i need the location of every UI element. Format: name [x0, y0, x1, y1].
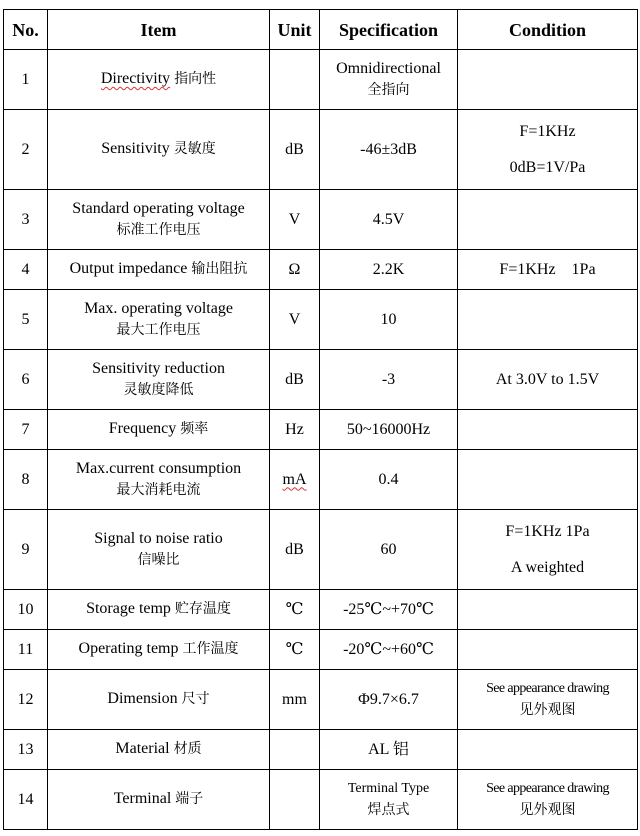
spec-cell: 2.2K	[320, 250, 458, 290]
item-cell	[48, 730, 270, 770]
table-row	[4, 670, 638, 730]
condition-cell	[458, 590, 638, 630]
condition-cell	[458, 190, 638, 250]
unit-cell: ℃	[270, 630, 320, 670]
item-cell	[48, 630, 270, 670]
condition-line: A weighted	[510, 558, 585, 576]
table-row	[4, 630, 638, 670]
table-row	[4, 410, 638, 450]
condition-cell	[458, 410, 638, 450]
row-no: 6	[4, 350, 48, 410]
item-zh: 频率	[180, 422, 209, 437]
item-zh: 灵敏度降低	[123, 382, 194, 398]
table-row	[4, 730, 638, 770]
spec-cell: -25℃~+70℃	[320, 590, 458, 630]
item-cell	[48, 770, 270, 830]
row-no: 1	[4, 50, 48, 110]
unit-cell	[270, 770, 320, 830]
unit-cell: dB	[270, 350, 320, 410]
item-zh: 最大消耗电流	[116, 482, 201, 498]
row-no: 14	[4, 770, 48, 830]
unit-cell: Ω	[270, 250, 320, 290]
spec-cell: 60	[320, 510, 458, 590]
spec-cell: AL 铝	[320, 730, 458, 770]
spec-cell: 10	[320, 290, 458, 350]
item-zh: 指向性	[174, 72, 217, 87]
spec-cell: 4.5V	[320, 190, 458, 250]
spec-cell: 0.4	[320, 450, 458, 510]
item-zh: 灵敏度	[173, 142, 216, 157]
item-zh: 工作温度	[182, 642, 239, 657]
condition-line: F=1KHz	[519, 122, 576, 140]
item-cell	[48, 350, 270, 410]
spec-cell	[320, 50, 458, 110]
table-row	[4, 190, 638, 250]
item-zh: 输出阻抗	[191, 262, 248, 277]
table-row	[4, 110, 638, 190]
item-en: Terminal	[113, 790, 172, 807]
row-no: 8	[4, 450, 48, 510]
item-zh: 标准工作电压	[116, 222, 201, 238]
table-row	[4, 250, 638, 290]
spec-cell	[320, 110, 458, 190]
item-cell	[48, 590, 270, 630]
header-unit: Unit	[270, 10, 320, 50]
table-row	[4, 770, 638, 830]
unit-cell	[270, 450, 320, 510]
unit-cell	[270, 730, 320, 770]
item-en: Max.current consumption	[75, 459, 242, 477]
condition-cell	[458, 290, 638, 350]
item-cell	[48, 110, 270, 190]
row-no: 10	[4, 590, 48, 630]
spec-cell	[320, 770, 458, 830]
condition-cell: F=1KHz 1Pa	[458, 250, 638, 290]
row-no: 13	[4, 730, 48, 770]
condition-line: See appearance drawing	[486, 680, 609, 696]
item-en: Storage temp	[86, 600, 171, 617]
condition-cell	[458, 730, 638, 770]
unit-cell: V	[270, 190, 320, 250]
item-en: Sensitivity reduction	[92, 359, 225, 377]
row-no: 3	[4, 190, 48, 250]
spec-table	[3, 9, 638, 830]
unit-cell: dB	[270, 510, 320, 590]
condition-cell	[458, 510, 638, 590]
item-cell	[48, 450, 270, 510]
row-no: 9	[4, 510, 48, 590]
table-row	[4, 450, 638, 510]
spec-zh: 焊点式	[367, 802, 410, 818]
condition-line: 见外观图	[519, 802, 576, 818]
condition-cell	[458, 50, 638, 110]
spec-cell: 50~16000Hz	[320, 410, 458, 450]
item-zh: 端子	[175, 792, 204, 807]
spec-en: Terminal Type	[347, 780, 430, 796]
unit-cell: Hz	[270, 410, 320, 450]
item-zh: 最大工作电压	[116, 322, 201, 338]
item-en: Max. operating voltage	[84, 299, 233, 317]
condition-line: See appearance drawing	[486, 780, 609, 796]
item-en: Standard operating voltage	[72, 199, 245, 217]
header-row	[4, 10, 638, 50]
table-row	[4, 590, 638, 630]
item-en: Operating temp	[78, 640, 179, 657]
item-en: Output impedance	[69, 260, 188, 277]
condition-cell	[458, 450, 638, 510]
row-no: 7	[4, 410, 48, 450]
header-condition: Condition	[458, 10, 638, 50]
table-row	[4, 290, 638, 350]
unit-cell: mm	[270, 670, 320, 730]
item-zh: 信噪比	[137, 552, 180, 568]
spec-cell: -20℃~+60℃	[320, 630, 458, 670]
item-zh: 贮存温度	[174, 602, 231, 617]
row-no: 5	[4, 290, 48, 350]
item-cell	[48, 50, 270, 110]
item-cell	[48, 510, 270, 590]
table-row	[4, 50, 638, 110]
item-cell	[48, 250, 270, 290]
condition-cell	[458, 630, 638, 670]
item-cell	[48, 190, 270, 250]
unit-cell	[270, 50, 320, 110]
spec-cell: Φ9.7×6.7	[320, 670, 458, 730]
spec-cell: -3	[320, 350, 458, 410]
spec-zh: 全指向	[367, 82, 410, 98]
item-en: Dimension	[107, 690, 178, 707]
row-no: 4	[4, 250, 48, 290]
item-en: Material	[115, 740, 170, 757]
item-en: Signal to noise ratio	[94, 529, 223, 547]
item-cell	[48, 410, 270, 450]
header-item: Item	[48, 10, 270, 50]
condition-line: 见外观图	[519, 702, 576, 718]
item-cell	[48, 670, 270, 730]
item-en: Sensitivity	[101, 140, 170, 157]
condition-line: 0dB=1V/Pa	[509, 158, 586, 176]
row-no: 11	[4, 630, 48, 670]
condition-cell	[458, 770, 638, 830]
condition-cell	[458, 110, 638, 190]
unit-text: mA	[282, 470, 307, 488]
table-row	[4, 350, 638, 410]
spec-en: -46±3dB	[360, 140, 417, 158]
condition-cell: At 3.0V to 1.5V	[458, 350, 638, 410]
condition-line: F=1KHz 1Pa	[505, 522, 590, 540]
unit-cell: dB	[270, 110, 320, 190]
header-specification: Specification	[320, 10, 458, 50]
unit-cell: ℃	[270, 590, 320, 630]
item-zh: 尺寸	[181, 692, 210, 707]
table-row	[4, 510, 638, 590]
header-no: No.	[4, 10, 48, 50]
item-en: Directivity	[100, 70, 171, 87]
item-cell	[48, 290, 270, 350]
row-no: 12	[4, 670, 48, 730]
condition-cell	[458, 670, 638, 730]
row-no: 2	[4, 110, 48, 190]
spec-en: Omnidirectional	[336, 59, 441, 77]
item-zh: 材质	[173, 742, 202, 757]
unit-cell: V	[270, 290, 320, 350]
item-en: Frequency	[108, 420, 177, 437]
